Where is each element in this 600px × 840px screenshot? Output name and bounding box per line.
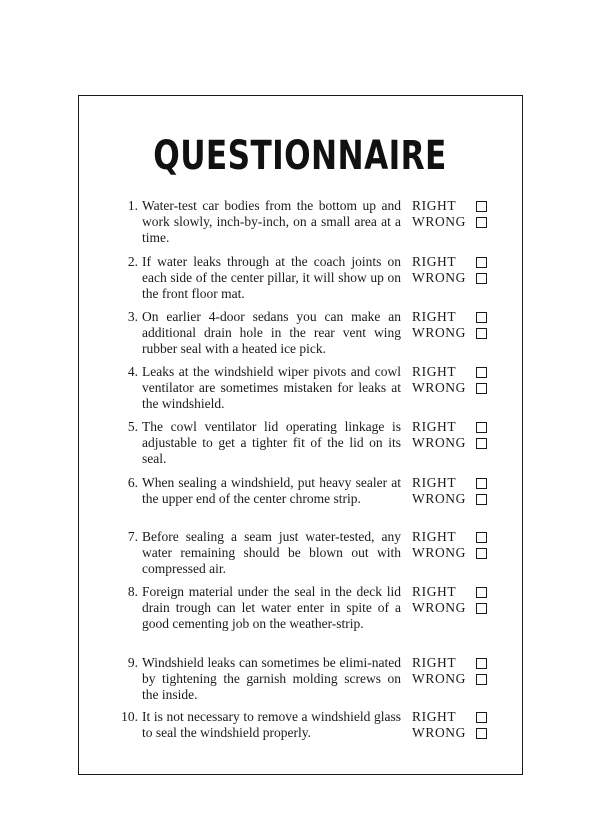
right-option[interactable] — [412, 364, 492, 380]
answer-options — [412, 309, 492, 341]
wrong-option[interactable] — [412, 491, 492, 507]
wrong-checkbox[interactable] — [476, 383, 487, 394]
question-text: Water-test car bodies from the bottom up and work slowly, inch-by-inch, on a small area at a time. — [142, 198, 401, 245]
answer-options — [412, 419, 492, 451]
wrong-checkbox[interactable] — [476, 438, 487, 449]
wrong-option[interactable] — [412, 600, 492, 616]
wrong-option[interactable] — [412, 725, 492, 741]
wrong-checkbox[interactable] — [476, 494, 487, 505]
wrong-label: WRONG — [412, 270, 466, 285]
right-option[interactable] — [412, 529, 492, 545]
wrong-label: WRONG — [412, 671, 466, 686]
wrong-option[interactable] — [412, 380, 492, 396]
wrong-label: WRONG — [412, 545, 466, 560]
right-checkbox[interactable] — [476, 658, 487, 669]
answer-options — [412, 584, 492, 616]
right-checkbox[interactable] — [476, 478, 487, 489]
wrong-checkbox[interactable] — [476, 603, 487, 614]
answer-options — [412, 475, 492, 507]
question-text: On earlier 4-door sedans you can make an additional drain hole in the rear vent wing rubber seal with a heated ice pick. — [142, 309, 401, 356]
right-checkbox[interactable] — [476, 367, 487, 378]
right-label: RIGHT — [412, 364, 457, 379]
answer-options — [412, 198, 492, 230]
right-label: RIGHT — [412, 419, 457, 434]
answer-options — [412, 254, 492, 286]
right-option[interactable] — [412, 709, 492, 725]
wrong-checkbox[interactable] — [476, 728, 487, 739]
right-option[interactable] — [412, 198, 492, 214]
question-number: 6. — [127, 475, 138, 490]
question-number: 10. — [121, 709, 138, 724]
wrong-option[interactable] — [412, 214, 492, 230]
right-option[interactable] — [412, 584, 492, 600]
question-text: Leaks at the windshield wiper pivots and cowl ventilator are sometimes mistaken for leaks at the windshield. — [142, 364, 401, 411]
question-text: Foreign material under the seal in the deck lid drain trough can let water enter in spite of a good cementing job on the weather-strip. — [142, 584, 401, 631]
wrong-option[interactable] — [412, 671, 492, 687]
right-checkbox[interactable] — [476, 201, 487, 212]
wrong-checkbox[interactable] — [476, 217, 487, 228]
wrong-label: WRONG — [412, 380, 466, 395]
wrong-option[interactable] — [412, 435, 492, 451]
wrong-option[interactable] — [412, 270, 492, 286]
question-text: It is not necessary to remove a windshield glass to seal the windshield properly. — [142, 709, 401, 740]
question-number: 5. — [127, 419, 138, 434]
right-label: RIGHT — [412, 254, 457, 269]
wrong-checkbox[interactable] — [476, 273, 487, 284]
wrong-label: WRONG — [412, 325, 466, 340]
question-number: 9. — [127, 655, 138, 670]
right-checkbox[interactable] — [476, 712, 487, 723]
question-number: 2. — [127, 254, 138, 269]
wrong-label: WRONG — [412, 725, 466, 740]
right-checkbox[interactable] — [476, 532, 487, 543]
question-number: 1. — [127, 198, 138, 213]
wrong-label: WRONG — [412, 491, 466, 506]
right-option[interactable] — [412, 309, 492, 325]
right-label: RIGHT — [412, 309, 457, 324]
question-number: 4. — [127, 364, 138, 379]
right-checkbox[interactable] — [476, 587, 487, 598]
right-label: RIGHT — [412, 584, 457, 599]
answer-options — [412, 364, 492, 396]
question-text: Before sealing a seam just water-tested, any water remaining should be blown out with compressed air. — [142, 529, 401, 576]
right-label: RIGHT — [412, 655, 457, 670]
right-option[interactable] — [412, 254, 492, 270]
wrong-label: WRONG — [412, 435, 466, 450]
right-option[interactable] — [412, 419, 492, 435]
question-text: The cowl ventilator lid operating linkage is adjustable to get a tighter fit of the lid on its seal. — [142, 419, 401, 466]
right-checkbox[interactable] — [476, 312, 487, 323]
answer-options — [412, 655, 492, 687]
right-label: RIGHT — [412, 709, 457, 724]
right-label: RIGHT — [412, 475, 457, 490]
question-text: If water leaks through at the coach joints on each side of the center pillar, it will show up on the front floor mat. — [142, 254, 401, 301]
page-title: QUESTIONNAIRE — [153, 133, 447, 179]
right-label: RIGHT — [412, 198, 457, 213]
wrong-option[interactable] — [412, 325, 492, 341]
question-number: 7. — [127, 529, 138, 544]
wrong-label: WRONG — [412, 600, 466, 615]
question-number: 3. — [127, 309, 138, 324]
answer-options — [412, 709, 492, 741]
wrong-checkbox[interactable] — [476, 328, 487, 339]
right-option[interactable] — [412, 655, 492, 671]
right-checkbox[interactable] — [476, 257, 487, 268]
answer-options — [412, 529, 492, 561]
wrong-label: WRONG — [412, 214, 466, 229]
wrong-option[interactable] — [412, 545, 492, 561]
question-number: 8. — [127, 584, 138, 599]
question-text: When sealing a windshield, put heavy sealer at the upper end of the center chrome strip. — [142, 475, 401, 506]
right-label: RIGHT — [412, 529, 457, 544]
right-option[interactable] — [412, 475, 492, 491]
wrong-checkbox[interactable] — [476, 674, 487, 685]
right-checkbox[interactable] — [476, 422, 487, 433]
wrong-checkbox[interactable] — [476, 548, 487, 559]
question-text: Windshield leaks can sometimes be elimi-nated by tightening the garnish molding screws on the inside. — [142, 655, 401, 702]
